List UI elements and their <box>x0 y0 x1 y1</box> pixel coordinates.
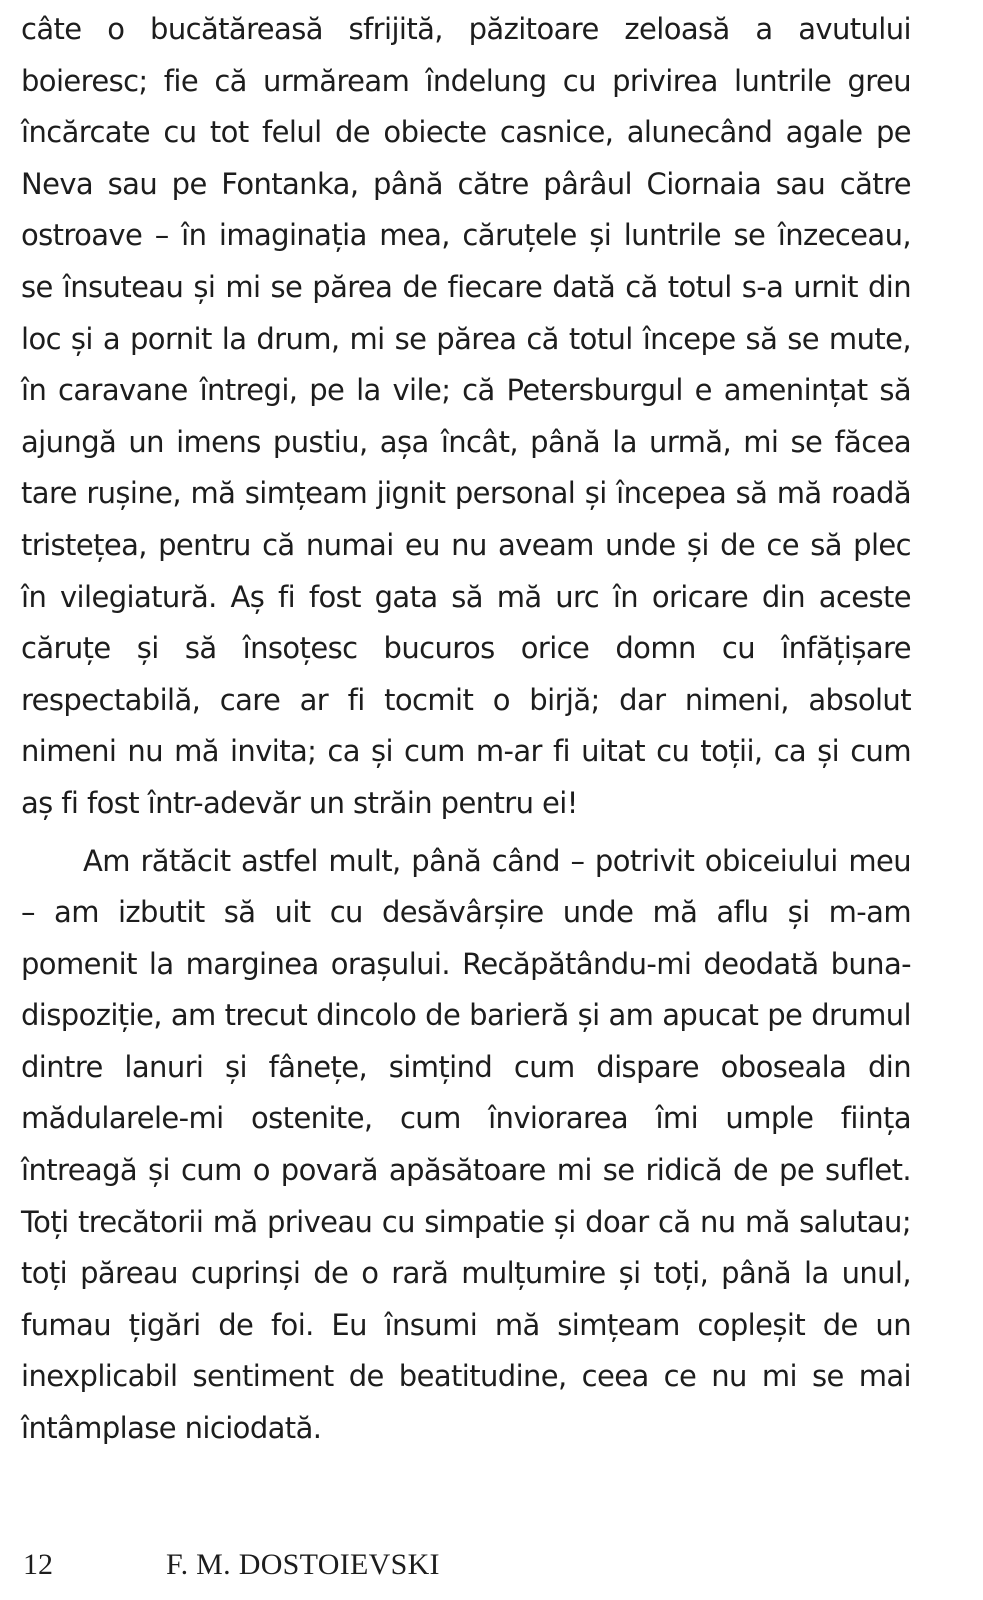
body-text <box>21 4 911 1455</box>
page-number: 12 <box>23 1548 53 1581</box>
running-title: F. M. DOSTOIEVSKI <box>166 1548 440 1581</box>
paragraph-continuation: câte o bucătăreasă sfrijită, păzitoare zeloasă a avutului boieresc; fie că urmăream îndelung cu privirea luntrile greu încărcate cu tot felul de obiecte casnice, alunecând agale pe Neva sau pe Fontanka, până către pârâul Ciornaia sau către ostroave – în imaginația mea, căruțele și luntrile se înzeceau, se însuteau și mi se părea de fiecare dată că totul s-a urnit din loc și a pornit la drum, mi se părea că totul începe să se mute, în caravane întregi, pe la vile; că Petersburgul e amenințat să ajungă un imens pustiu, așa încât, până la urmă, mi se făcea tare rușine, mă simțeam jignit personal și începea să mă roadă tristețea, pentru că numai eu nu aveam unde și de ce să plec în vilegiatură. Aș fi fost gata să mă urc în oricare din aceste căruțe și să însoțesc bucuros orice domn cu înfățișare respectabilă, care ar fi tocmit o birjă; dar nimeni, absolut nimeni nu mă invita; ca și cum m-ar fi uitat cu toții, ca și cum aș fi fost într-adevăr un străin pentru ei! <box>21 12 911 820</box>
paragraph-indented: Am rătăcit astfel mult, până când – potrivit obiceiului meu – am izbutit să uit cu desăvârșire unde mă aflu și m-am pomenit la marginea orașului. Recăpătându-mi deodată buna-dispoziție, am trecut dincolo de barieră și am apucat pe drumul dintre lanuri și fânețe, simțind cum dispare oboseala din mădularele-mi ostenite, cum înviorarea îmi umple ființa întreagă și cum o povară apăsătoare mi se ridică de pe suflet. Toți trecătorii mă priveau cu simpatie și doar că nu mă salutau; toți păreau cuprinși de o rară mulțumire și toți, până la unul, fumau țigări de foi. Eu însumi mă simțeam copleșit de un inexplicabil sentiment de beatitudine, ceea ce nu mi se mai întâmplase niciodată. <box>21 843 911 1446</box>
page-footer <box>23 1548 440 1582</box>
